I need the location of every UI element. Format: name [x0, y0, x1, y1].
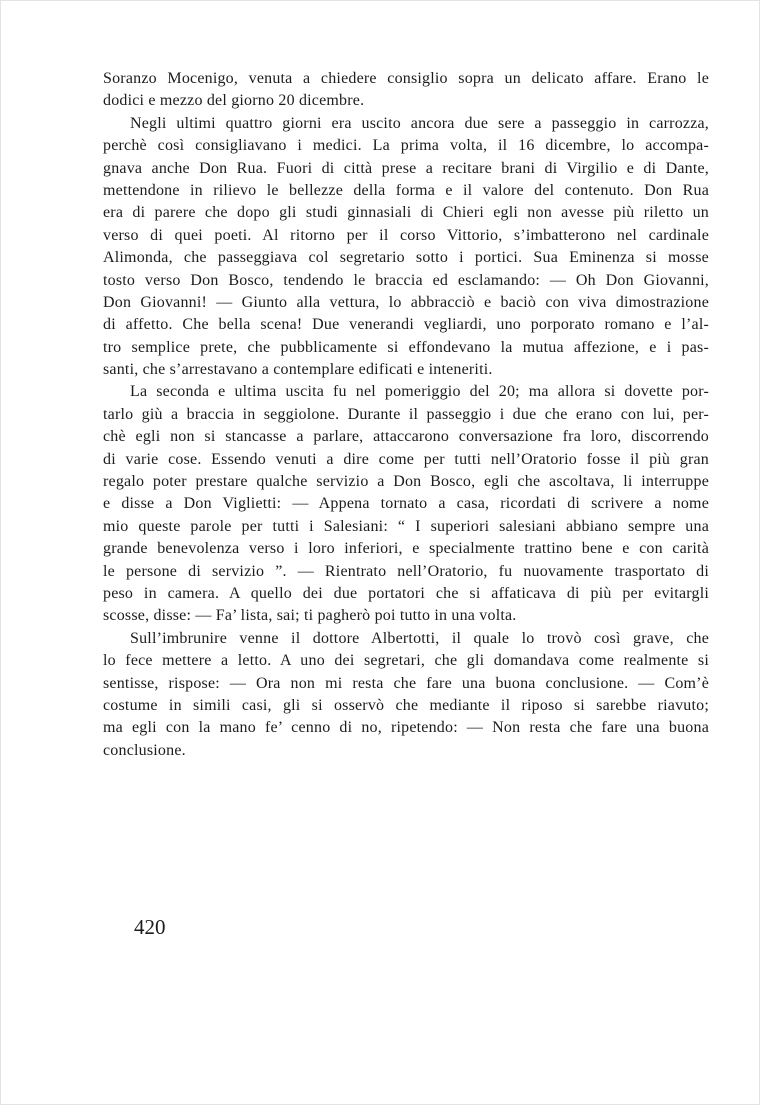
text-line: dodici e mezzo del giorno 20 dicembre. — [103, 92, 365, 110]
text-line: Alimonda, che passeggiava col segretario sotto i portici. Sua Eminenza si mosse — [103, 249, 709, 267]
text-line: grande benevolenza verso i loro inferiori, e specialmente trattino bene e con carità — [103, 540, 709, 558]
text-line: tro semplice prete, che pubblicamente si effondevano la mutua affezione, e i pas- — [103, 338, 709, 356]
text-line: le persone di servizio ”. — Rientrato nell’Oratorio, fu nuovamente trasportato di — [103, 562, 709, 580]
text-line: era di parere che dopo gli studi ginnasiali di Chieri egli non avesse più riletto un — [103, 204, 709, 222]
text-line: peso in camera. A quello dei due portatori che si affaticava di più per evitargli — [103, 584, 709, 602]
text-line: scosse, disse: — Fa’ lista, sai; ti pagherò poi tutto in una volta. — [103, 607, 517, 625]
page-number: 420 — [134, 915, 166, 939]
text-line: Don Giovanni! — Giunto alla vettura, lo abbracciò e baciò con viva dimostrazione — [103, 293, 709, 311]
text-line: chè egli non si stancasse a parlare, attaccarono conversazione fra loro, discorrendo — [103, 428, 709, 446]
text-line: costume in simili casi, gli si osservò che mediante il riposo si sarebbe riavuto; — [103, 696, 709, 714]
text-line: regalo poter prestare qualche servizio a Don Bosco, egli che ascoltava, li interruppe — [103, 473, 709, 491]
text-line: mettendone in rilievo le bellezze della forma e il valore del contenuto. Don Rua — [103, 181, 709, 199]
text-line: Negli ultimi quattro giorni era uscito ancora due sere a passeggio in carrozza, — [130, 114, 709, 132]
text-block — [103, 68, 709, 762]
text-line: santi, che s’arrestavano a contemplare edificati e inteneriti. — [103, 361, 493, 379]
text-line: tosto verso Don Bosco, tendendo le braccia ed esclamando: — Oh Don Giovanni, — [103, 271, 709, 289]
text-line: La seconda e ultima uscita fu nel pomeriggio del 20; ma allora si dovette por- — [130, 383, 709, 401]
text-line: di varie cose. Essendo venuti a dire come per tutti nell’Oratorio fosse il più gran — [103, 450, 709, 468]
text-line: tarlo giù a braccia in seggiolone. Durante il passeggio i due che erano con lui, per- — [103, 405, 709, 423]
text-line: ma egli con la mano fe’ cenno di no, ripetendo: — Non resta che fare una buona — [103, 719, 709, 737]
text-line: sentisse, rispose: — Ora non mi resta che fare una buona conclusione. — Com’è — [103, 674, 709, 692]
text-line: mio queste parole per tutti i Salesiani: “ I superiori salesiani abbiano sempre una — [103, 517, 709, 535]
text-line: lo fece mettere a letto. A uno dei segretari, che gli domandava come realmente si — [103, 652, 709, 670]
text-line: gnava anche Don Rua. Fuori di città prese a recitare brani di Virgilio e di Dante, — [103, 159, 709, 177]
text-line: Soranzo Mocenigo, venuta a chiedere consiglio sopra un delicato affare. Erano le — [103, 70, 709, 87]
text-line: verso di quei poeti. Al ritorno per il corso Vittorio, s’imbatterono nel cardinale — [103, 226, 709, 244]
text-line: conclusione. — [103, 741, 186, 759]
text-line: e disse a Don Viglietti: — Appena tornato a casa, ricordati di scrivere a nome — [103, 495, 709, 513]
text-line: Sull’imbrunire venne il dottore Albertotti, il quale lo trovò così grave, che — [130, 629, 709, 647]
text-line: perchè così consigliavano i medici. La prima volta, il 16 dicembre, lo accompa- — [103, 137, 709, 155]
text-line: di affetto. Che bella scena! Due venerandi vegliardi, uno porporato romano e l’al- — [103, 316, 709, 334]
